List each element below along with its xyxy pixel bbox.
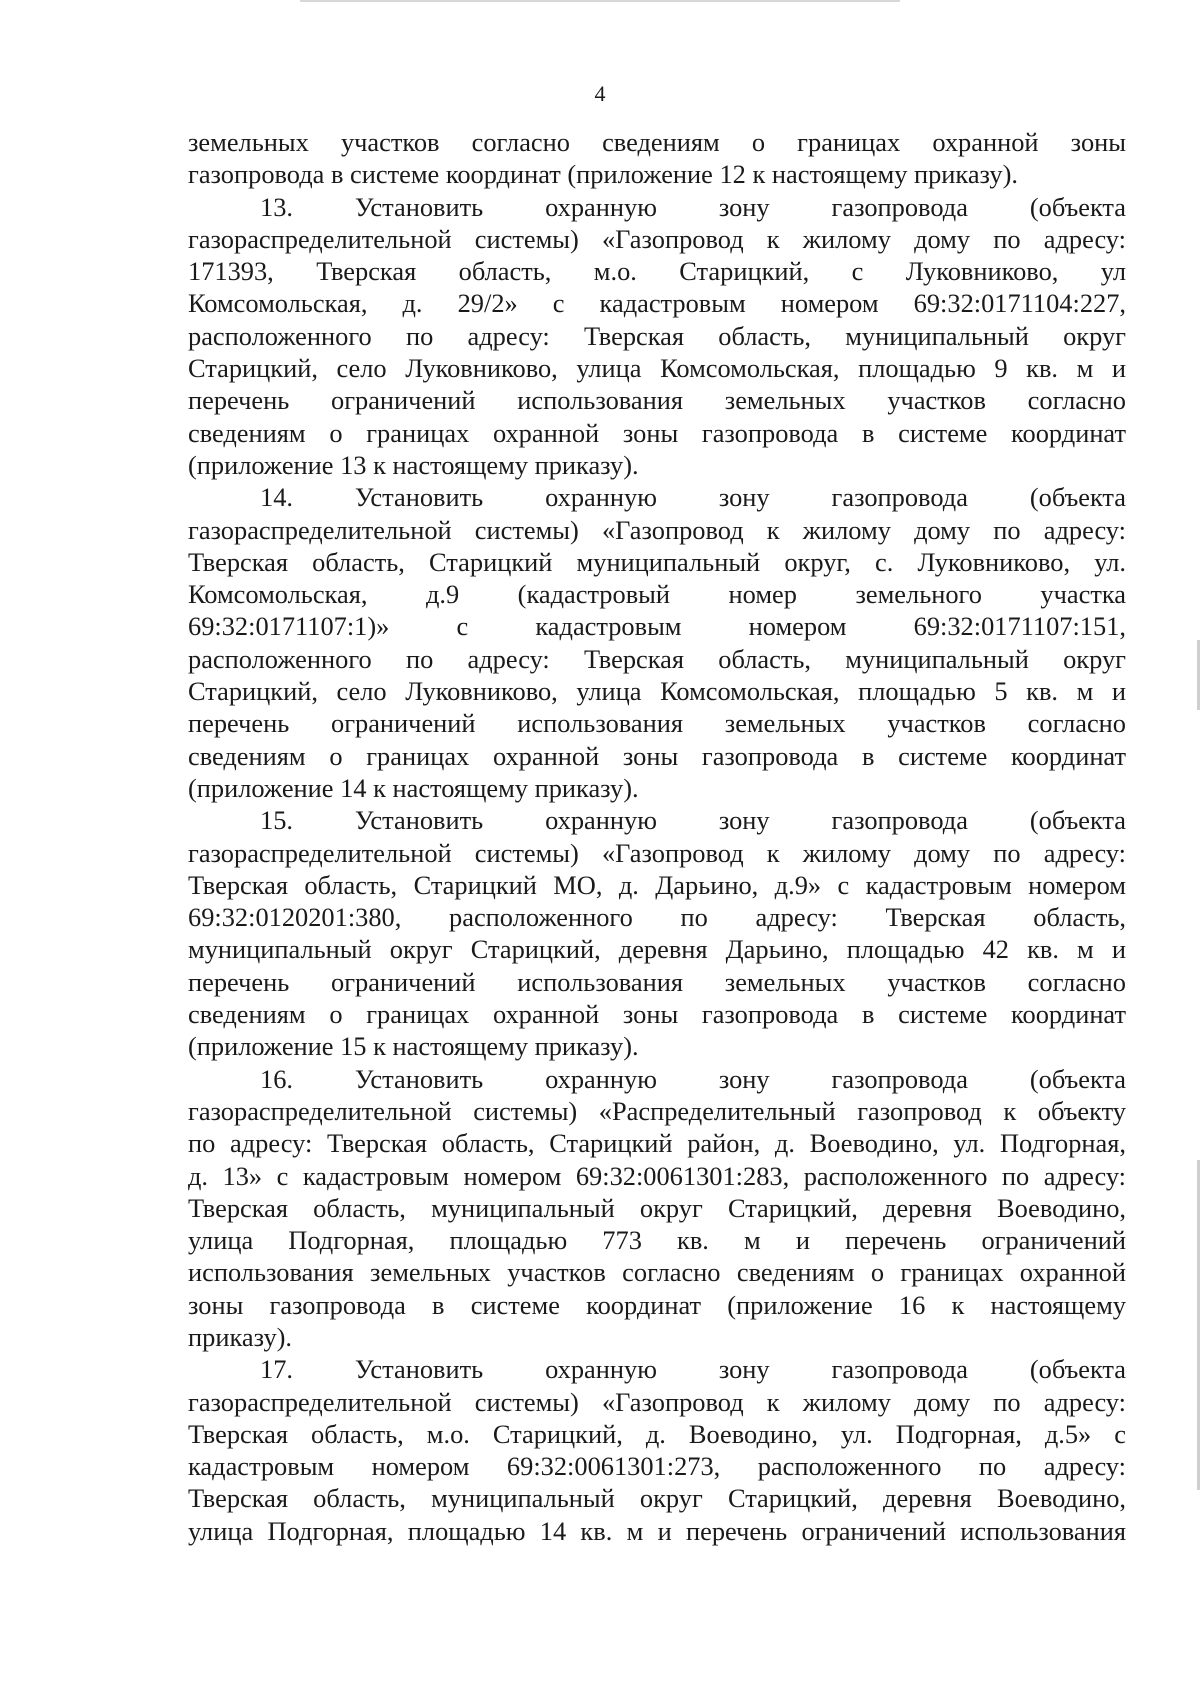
text-line: д. 13» с кадастровым номером 69:32:0061301:283, расположенного по адресу: (188, 1160, 1126, 1191)
page-number: 4 (594, 81, 606, 106)
text-line: расположенного по адресу: Тверская область, муниципальный округ (188, 643, 1126, 674)
text-line: (приложение 14 к настоящему приказу). (188, 772, 639, 803)
text-line: 171393, Тверская область, м.о. Старицкий, с Луковниково, ул (188, 256, 1126, 287)
text-line: Тверская область, м.о. Старицкий, д. Воеводино, ул. Подгорная, д.5» с (188, 1418, 1126, 1449)
paragraph-first-line: 17. Установить охранную зону газопровода (объекта (260, 1354, 1126, 1385)
text-line: газораспределительной системы) «Распределительный газопровод к объекту (188, 1095, 1126, 1126)
text-line: Тверская область, Старицкий МО, д. Дарьино, д.9» с кадастровым номером (188, 869, 1126, 900)
text-line: (приложение 13 к настоящему приказу). (188, 449, 639, 480)
text-line: сведениям о границах охранной зоны газопровода в системе координат (188, 740, 1126, 771)
paragraph-first-line: 16. Установить охранную зону газопровода (объекта (260, 1063, 1126, 1094)
document-body (188, 126, 1126, 1547)
text-line: перечень ограничений использования земельных участков согласно (188, 966, 1126, 997)
text-line: перечень ограничений использования земельных участков согласно (188, 385, 1126, 416)
text-line: газораспределительной системы) «Газопровод к жилому дому по адресу: (188, 514, 1126, 545)
text-line: Старицкий, село Луковниково, улица Комсомольская, площадью 9 кв. м и (188, 353, 1126, 384)
scan-edge-top (300, 0, 900, 2)
text-line: перечень ограничений использования земельных участков согласно (188, 708, 1126, 739)
text-line: улица Подгорная, площадью 773 кв. м и перечень ограничений (188, 1225, 1126, 1256)
text-line: (приложение 15 к настоящему приказу). (188, 1031, 639, 1062)
text-line: муниципальный округ Старицкий, деревня Дарьино, площадью 42 кв. м и (188, 934, 1126, 965)
text-line: Комсомольская, д.9 (кадастровый номер земельного участка (188, 579, 1126, 610)
text-line: Тверская область, муниципальный округ Старицкий, деревня Воеводино, (188, 1192, 1126, 1223)
text-line: Комсомольская, д. 29/2» с кадастровым номером 69:32:0171104:227, (188, 288, 1126, 319)
paragraph-first-line: 13. Установить охранную зону газопровода (объекта (260, 191, 1126, 222)
text-line: использования земельных участков согласно сведениям о границах охранной (188, 1257, 1126, 1288)
text-line: земельных участков согласно сведениям о границах охранной зоны (188, 127, 1126, 157)
text-line: сведениям о границах охранной зоны газопровода в системе координат (188, 999, 1126, 1030)
text-line: 69:32:0171107:1)» с кадастровым номером 69:32:0171107:151, (188, 611, 1126, 642)
text-line: газораспределительной системы) «Газопровод к жилому дому по адресу: (188, 837, 1126, 868)
text-line: Тверская область, Старицкий муниципальный округ, с. Луковниково, ул. (188, 546, 1126, 577)
text-line: зоны газопровода в системе координат (приложение 16 к настоящему (188, 1289, 1126, 1320)
text-line: по адресу: Тверская область, Старицкий район, д. Воеводино, ул. Подгорная, (188, 1128, 1126, 1159)
text-line: газораспределительной системы) «Газопровод к жилому дому по адресу: (188, 223, 1126, 254)
paragraph-first-line: 14. Установить охранную зону газопровода (объекта (260, 482, 1126, 513)
text-line: кадастровым номером 69:32:0061301:273, расположенного по адресу: (188, 1451, 1126, 1482)
text-line: приказу). (188, 1321, 293, 1352)
text-line: газораспределительной системы) «Газопровод к жилому дому по адресу: (188, 1386, 1126, 1417)
text-line: сведениям о границах охранной зоны газопровода в системе координат (188, 417, 1126, 448)
text-line: расположенного по адресу: Тверская область, муниципальный округ (188, 320, 1126, 351)
text-line: Тверская область, муниципальный округ Старицкий, деревня Воеводино, (188, 1483, 1126, 1514)
text-line: 69:32:0120201:380, расположенного по адресу: Тверская область, (188, 902, 1126, 933)
text-line: Старицкий, село Луковниково, улица Комсомольская, площадью 5 кв. м и (188, 676, 1126, 707)
paragraph-first-line: 15. Установить охранную зону газопровода (объекта (260, 805, 1126, 836)
text-line: улица Подгорная, площадью 14 кв. м и перечень ограничений использования (188, 1515, 1126, 1546)
text-line: газопровода в системе координат (приложение 12 к настоящему приказу). (188, 159, 1019, 190)
